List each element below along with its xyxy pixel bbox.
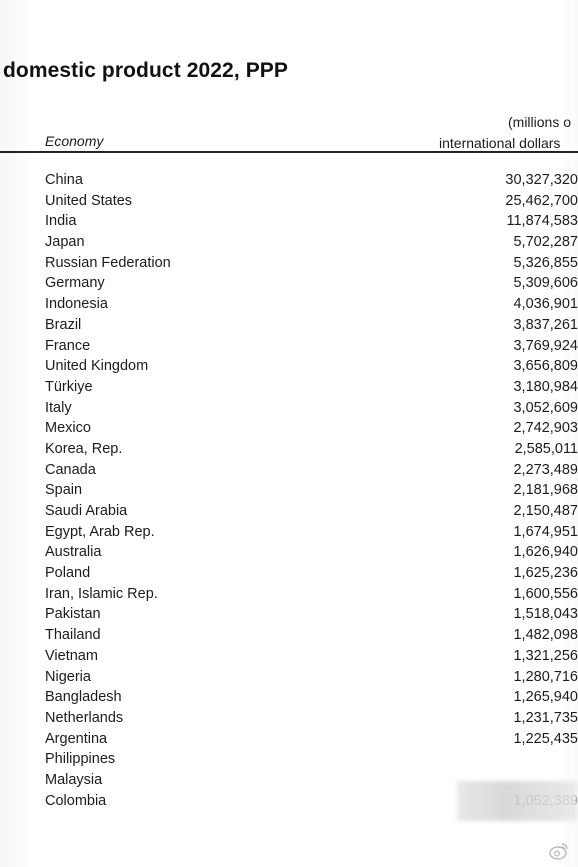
economy-column-header: Economy xyxy=(45,133,104,149)
gdp-value: 2,150,487 xyxy=(513,503,578,519)
economy-name: Canada xyxy=(45,461,96,478)
gdp-value: 1,518,043 xyxy=(513,606,578,623)
gdp-value: 1,280,716 xyxy=(513,668,578,685)
gdp-value: 1,600,556 xyxy=(513,585,578,602)
table-row xyxy=(0,315,578,336)
table-row xyxy=(0,211,578,232)
gdp-value: 5,309,606 xyxy=(513,275,578,292)
economy-name: Argentina xyxy=(45,730,108,747)
table-row xyxy=(0,336,578,357)
table-row xyxy=(0,708,578,729)
table-row xyxy=(0,439,578,460)
economy-name: Nigeria xyxy=(45,668,91,685)
table-row xyxy=(0,460,578,481)
economy-name: Indonesia xyxy=(45,296,108,313)
economy-name: Germany xyxy=(45,275,105,292)
gdp-value: 2,742,903 xyxy=(513,420,578,437)
table-row xyxy=(0,749,578,770)
header-rule xyxy=(0,151,578,153)
economy-name: Philippines xyxy=(45,751,116,768)
obscured-values-blur xyxy=(457,781,578,821)
table-row xyxy=(0,625,578,646)
economy-name: Türkiye xyxy=(45,378,93,395)
economy-name: Iran, Islamic Rep. xyxy=(45,585,158,602)
table-row xyxy=(0,398,578,419)
gdp-value: 1,231,735 xyxy=(513,709,578,726)
gdp-value: 30,327,320 xyxy=(505,172,578,188)
economy-name: Egypt, Arab Rep. xyxy=(45,523,155,540)
gdp-value: 5,326,855 xyxy=(513,254,578,271)
table-row xyxy=(0,542,578,563)
gdp-value: 3,656,809 xyxy=(513,358,578,375)
table-row xyxy=(0,294,578,315)
table-row xyxy=(0,356,578,377)
gdp-value: 2,273,489 xyxy=(513,461,578,478)
gdp-value: 1,674,951 xyxy=(513,523,578,540)
table-row xyxy=(0,191,578,212)
economy-name: Italy xyxy=(45,399,72,416)
table-row xyxy=(0,667,578,688)
economy-name: Bangladesh xyxy=(45,689,122,706)
economy-name: Brazil xyxy=(45,316,82,333)
unit-header-line-1: (millions o xyxy=(508,114,572,130)
gdp-value: 1,265,940 xyxy=(513,689,578,706)
gdp-value: 3,837,261 xyxy=(513,316,578,333)
gdp-value: 1,225,435 xyxy=(513,730,578,747)
unit-header-line-2: international dollars xyxy=(439,135,561,151)
economy-name: Pakistan xyxy=(45,606,101,623)
weibo-watermark-icon xyxy=(548,840,570,862)
economy-name: India xyxy=(45,213,77,230)
gdp-value: 1,626,940 xyxy=(513,544,578,561)
economy-name: Japan xyxy=(45,234,85,251)
economy-name: United Kingdom xyxy=(45,358,149,375)
economy-name: Korea, Rep. xyxy=(45,440,123,457)
unit-header xyxy=(430,112,578,154)
economy-name: Vietnam xyxy=(45,647,98,664)
economy-name: Thailand xyxy=(45,627,101,644)
gdp-value: 2,181,968 xyxy=(513,482,578,499)
table-row xyxy=(0,418,578,439)
gdp-value: 5,702,287 xyxy=(513,234,578,251)
gdp-value: 25,462,700 xyxy=(505,192,578,209)
table-row xyxy=(0,522,578,543)
table-row xyxy=(0,170,578,191)
table-row xyxy=(0,563,578,584)
gdp-value: 3,769,924 xyxy=(513,337,578,354)
table-row xyxy=(0,377,578,398)
table-row xyxy=(0,501,578,522)
economy-name: Netherlands xyxy=(45,709,124,726)
table-row xyxy=(0,687,578,708)
gdp-value: 2,585,011 xyxy=(514,440,578,457)
gdp-value: 1,625,236 xyxy=(513,565,578,582)
gdp-table-body xyxy=(0,170,578,811)
economy-name: Spain xyxy=(45,482,83,499)
economy-name: France xyxy=(45,337,91,354)
economy-name: Saudi Arabia xyxy=(45,503,128,519)
economy-name: United States xyxy=(45,192,133,209)
gdp-value: 1,321,256 xyxy=(513,647,578,664)
economy-name: Poland xyxy=(45,565,91,582)
table-row xyxy=(0,584,578,605)
table-row xyxy=(0,729,578,750)
gdp-value: 11,874,583 xyxy=(506,213,578,230)
table-row xyxy=(0,480,578,501)
economy-name: Mexico xyxy=(45,420,91,437)
gdp-value: 4,036,901 xyxy=(513,296,578,313)
economy-name: Russian Federation xyxy=(45,254,171,271)
table-row xyxy=(0,273,578,294)
economy-name: Malaysia xyxy=(45,771,103,788)
economy-name: Colombia xyxy=(45,792,107,809)
gdp-value: 1,482,098 xyxy=(513,627,578,644)
table-row xyxy=(0,253,578,274)
table-row xyxy=(0,646,578,667)
economy-name: Australia xyxy=(45,544,102,561)
table-row xyxy=(0,232,578,253)
gdp-value: 3,180,984 xyxy=(513,378,578,395)
table-row xyxy=(0,604,578,625)
economy-name: China xyxy=(45,172,83,188)
gdp-value: 3,052,609 xyxy=(513,399,578,416)
page-title: domestic product 2022, PPP xyxy=(3,59,289,82)
